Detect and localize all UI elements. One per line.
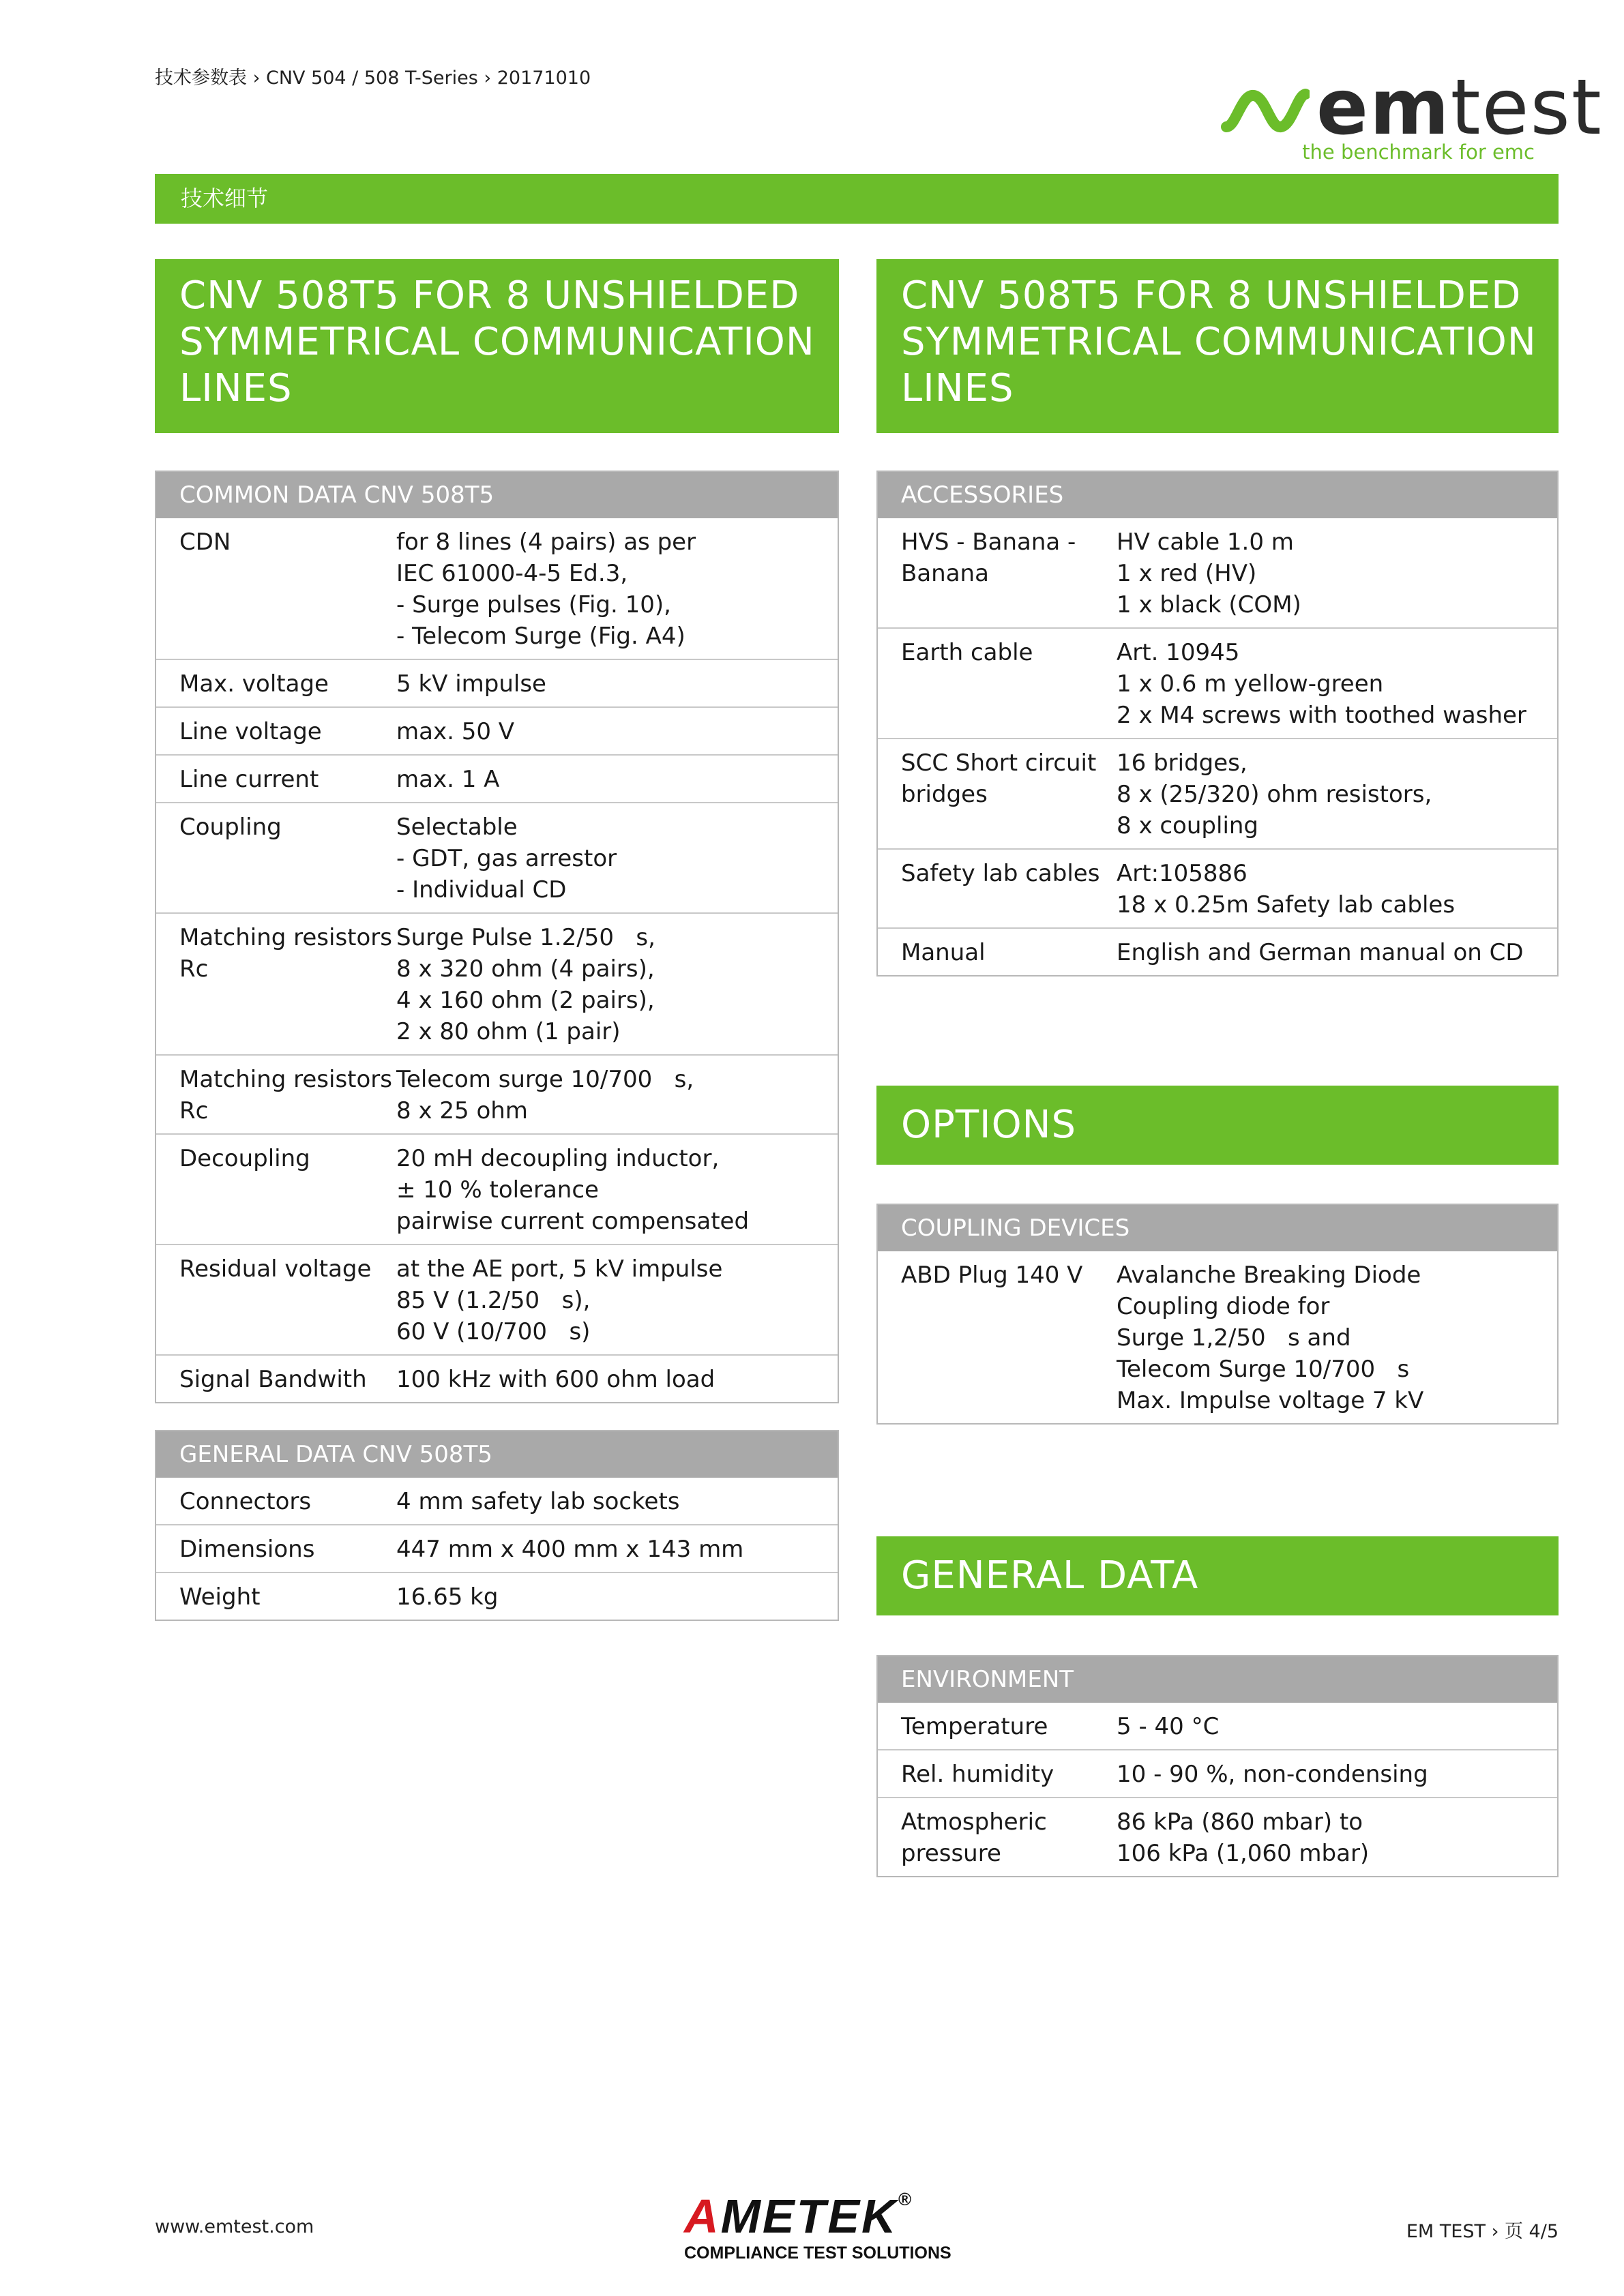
logo-wordmark bbox=[1316, 63, 1603, 152]
emtest-wave-icon bbox=[1221, 87, 1310, 135]
logo-em: em bbox=[1316, 63, 1451, 152]
row-label-line: Line voltage bbox=[179, 718, 322, 745]
row-value-line: 8 x 320 ohm (4 pairs), bbox=[396, 955, 655, 983]
ametek-rest: METEK bbox=[720, 2190, 898, 2243]
row-value bbox=[396, 1064, 694, 1127]
row-label bbox=[878, 747, 1117, 841]
accessories-table bbox=[876, 471, 1559, 976]
table-row bbox=[878, 738, 1557, 848]
environment-table bbox=[876, 1655, 1559, 1877]
row-label bbox=[156, 811, 396, 906]
row-value-line: English and German manual on CD bbox=[1117, 939, 1524, 966]
row-label-line: Rel. humidity bbox=[901, 1761, 1054, 1788]
row-value bbox=[396, 764, 499, 795]
row-label-line: Matching resistors bbox=[179, 1066, 392, 1093]
row-value-line: 8 x (25/320) ohm resistors, bbox=[1117, 781, 1432, 808]
table-row bbox=[156, 1478, 838, 1524]
table-row bbox=[878, 848, 1557, 927]
page-number: EM TEST › 页 4/5 bbox=[1406, 2221, 1559, 2242]
row-label-line: SCC Short circuit bbox=[901, 749, 1097, 777]
row-label bbox=[878, 637, 1117, 731]
row-value-line: - Surge pulses (Fig. 10), bbox=[396, 591, 671, 618]
ametek-subtitle: COMPLIANCE TEST SOLUTIONS bbox=[684, 2243, 951, 2263]
row-label bbox=[156, 1143, 396, 1237]
row-value bbox=[396, 1486, 680, 1517]
right-title bbox=[876, 259, 1559, 433]
row-value-line: max. 50 V bbox=[396, 718, 515, 745]
row-label-line: Connectors bbox=[179, 1488, 312, 1515]
row-label-line: Safety lab cables bbox=[901, 860, 1100, 887]
row-value bbox=[396, 1364, 715, 1395]
row-label-line: bridges bbox=[901, 781, 988, 808]
row-value bbox=[1117, 637, 1526, 731]
left-title-line: LINES bbox=[179, 366, 293, 411]
row-value-line: 8 x coupling bbox=[1117, 812, 1259, 839]
row-value-line: pairwise current compensated bbox=[396, 1208, 750, 1235]
row-value-line: 16 bridges, bbox=[1117, 749, 1247, 777]
row-value-line: 5 - 40 °C bbox=[1117, 1713, 1220, 1740]
breadcrumb: 技术参数表 › CNV 504 / 508 T-Series › 20171010 bbox=[155, 68, 591, 89]
row-label-line: Coupling bbox=[179, 814, 282, 841]
row-label bbox=[878, 858, 1117, 921]
table-row bbox=[156, 754, 838, 802]
row-value-line: - GDT, gas arrestor bbox=[396, 845, 617, 872]
row-value-line: - Telecom Surge (Fig. A4) bbox=[396, 623, 685, 650]
row-label bbox=[878, 937, 1117, 968]
general-data-cnv-table bbox=[155, 1430, 839, 1621]
row-value bbox=[1117, 1806, 1369, 1869]
row-value-line: 2 x M4 screws with toothed washer bbox=[1117, 702, 1526, 729]
row-value-line: 1 x black (COM) bbox=[1117, 591, 1301, 618]
row-value-line: 85 V (1.2/50 s), bbox=[396, 1287, 591, 1314]
row-label-line: Rc bbox=[179, 1097, 209, 1124]
table-header: ACCESSORIES bbox=[878, 472, 1557, 518]
row-label bbox=[156, 1364, 396, 1395]
row-value-line: 20 mH decoupling inductor, bbox=[396, 1145, 720, 1172]
left-title bbox=[155, 259, 839, 433]
row-label-line: Rc bbox=[179, 955, 209, 983]
row-value-line: Art:105886 bbox=[1117, 860, 1247, 887]
row-value-line: at the AE port, 5 kV impulse bbox=[396, 1255, 723, 1283]
row-label bbox=[156, 526, 396, 652]
common-data-table bbox=[155, 471, 839, 1403]
row-label-line: Banana bbox=[901, 560, 989, 587]
row-value-line: Selectable bbox=[396, 814, 518, 841]
row-label bbox=[156, 764, 396, 795]
row-value bbox=[396, 668, 546, 700]
row-value-line: 18 x 0.25m Safety lab cables bbox=[1117, 891, 1456, 919]
table-row bbox=[878, 518, 1557, 627]
general-data-title: GENERAL DATA bbox=[876, 1536, 1559, 1615]
table-header: COUPLING DEVICES bbox=[878, 1205, 1557, 1251]
table-header: COMMON DATA CNV 508T5 bbox=[156, 472, 838, 518]
row-value-line: Avalanche Breaking Diode bbox=[1117, 1262, 1421, 1289]
row-value-line: HV cable 1.0 m bbox=[1117, 528, 1294, 556]
table-row bbox=[878, 927, 1557, 975]
row-label bbox=[156, 1534, 396, 1565]
row-value bbox=[1117, 1759, 1428, 1790]
left-title-line: CNV 508T5 FOR 8 UNSHIELDED bbox=[179, 273, 800, 318]
row-value-line: 447 mm x 400 mm x 143 mm bbox=[396, 1536, 744, 1563]
table-row bbox=[156, 1572, 838, 1620]
row-label bbox=[878, 1759, 1117, 1790]
row-label bbox=[156, 1581, 396, 1613]
row-label bbox=[156, 1253, 396, 1347]
row-label bbox=[156, 1064, 396, 1127]
table-row bbox=[156, 1244, 838, 1354]
row-value-line: max. 1 A bbox=[396, 766, 500, 793]
row-value bbox=[396, 811, 617, 906]
row-value-line: IEC 61000-4-5 Ed.3, bbox=[396, 560, 628, 587]
row-label bbox=[156, 1486, 396, 1517]
row-value-line: 4 mm safety lab sockets bbox=[396, 1488, 680, 1515]
table-row bbox=[156, 802, 838, 912]
coupling-devices-table bbox=[876, 1204, 1559, 1425]
logo-tagline: the benchmark for emc bbox=[1302, 140, 1535, 164]
row-label bbox=[878, 1259, 1117, 1416]
row-value-line: ± 10 % tolerance bbox=[396, 1176, 599, 1204]
table-row bbox=[156, 518, 838, 659]
table-row bbox=[156, 1054, 838, 1133]
table-row bbox=[156, 1133, 838, 1244]
table-row bbox=[878, 1797, 1557, 1876]
table-row bbox=[156, 1524, 838, 1572]
ametek-wordmark bbox=[684, 2189, 913, 2243]
row-label-line: ABD Plug 140 V bbox=[901, 1262, 1083, 1289]
row-value bbox=[396, 922, 655, 1047]
options-title: OPTIONS bbox=[876, 1086, 1559, 1165]
row-value bbox=[396, 526, 696, 652]
row-value-line: Telecom Surge 10/700 s bbox=[1117, 1356, 1410, 1383]
row-value-line: Telecom surge 10/700 s, bbox=[396, 1066, 694, 1093]
row-value bbox=[1117, 937, 1524, 968]
table-row bbox=[156, 659, 838, 706]
row-value-line: 8 x 25 ohm bbox=[396, 1097, 528, 1124]
row-value bbox=[396, 1581, 498, 1613]
right-title-line: CNV 508T5 FOR 8 UNSHIELDED bbox=[901, 273, 1522, 318]
section-bar: 技术细节 bbox=[155, 174, 1559, 224]
row-label-line: Matching resistors bbox=[179, 924, 392, 951]
row-value-line: Coupling diode for bbox=[1117, 1293, 1330, 1320]
row-value bbox=[396, 1143, 749, 1237]
table-row bbox=[878, 1703, 1557, 1749]
table-header: ENVIRONMENT bbox=[878, 1656, 1557, 1703]
row-value-line: 4 x 160 ohm (2 pairs), bbox=[396, 987, 655, 1014]
row-value-line: 1 x 0.6 m yellow-green bbox=[1117, 670, 1384, 698]
row-value-line: 86 kPa (860 mbar) to bbox=[1117, 1808, 1363, 1836]
ametek-a: A bbox=[684, 2190, 721, 2243]
row-value-line: 10 - 90 %, non-condensing bbox=[1117, 1761, 1428, 1788]
row-label-line: Residual voltage bbox=[179, 1255, 372, 1283]
table-row bbox=[878, 627, 1557, 738]
row-label bbox=[878, 1711, 1117, 1742]
table-row bbox=[156, 1354, 838, 1402]
row-value bbox=[1117, 1711, 1219, 1742]
row-label-line: Max. voltage bbox=[179, 670, 329, 698]
row-value bbox=[1117, 747, 1432, 841]
row-value-line: Surge Pulse 1.2/50 s, bbox=[396, 924, 655, 951]
left-title-line: SYMMETRICAL COMMUNICATION bbox=[179, 320, 815, 364]
right-title-line: LINES bbox=[901, 366, 1014, 411]
ametek-reg: ® bbox=[898, 2189, 913, 2209]
table-row bbox=[156, 912, 838, 1054]
row-value-line: 5 kV impulse bbox=[396, 670, 546, 698]
row-value-line: for 8 lines (4 pairs) as per bbox=[396, 528, 696, 556]
row-value-line: 100 kHz with 600 ohm load bbox=[396, 1366, 715, 1393]
row-value-line: Surge 1,2/50 s and bbox=[1117, 1324, 1351, 1352]
row-label-line: Temperature bbox=[901, 1713, 1048, 1740]
row-value-line: 60 V (10/700 s) bbox=[396, 1318, 591, 1345]
row-value bbox=[1117, 858, 1455, 921]
logo-test: test bbox=[1450, 63, 1603, 152]
ametek-logo bbox=[684, 2189, 951, 2264]
table-row bbox=[878, 1251, 1557, 1423]
row-label-line: Signal Bandwith bbox=[179, 1366, 367, 1393]
row-value-line: - Individual CD bbox=[396, 876, 567, 904]
row-value-line: Art. 10945 bbox=[1117, 639, 1240, 666]
row-label bbox=[156, 922, 396, 1047]
footer-url: www.emtest.com bbox=[155, 2216, 314, 2237]
row-label bbox=[156, 668, 396, 700]
row-label-line: pressure bbox=[901, 1840, 1001, 1867]
row-label-line: HVS - Banana - bbox=[901, 528, 1076, 556]
row-value-line: 1 x red (HV) bbox=[1117, 560, 1257, 587]
table-header: GENERAL DATA CNV 508T5 bbox=[156, 1431, 838, 1478]
row-label bbox=[878, 1806, 1117, 1869]
row-label-line: Weight bbox=[179, 1583, 261, 1611]
row-label-line: Line current bbox=[179, 766, 319, 793]
row-label-line: CDN bbox=[179, 528, 231, 556]
row-value-line: Max. Impulse voltage 7 kV bbox=[1117, 1387, 1424, 1414]
row-value bbox=[396, 1253, 722, 1347]
row-label-line: Atmospheric bbox=[901, 1808, 1047, 1836]
row-label-line: Earth cable bbox=[901, 639, 1033, 666]
row-value-line: 2 x 80 ohm (1 pair) bbox=[396, 1018, 621, 1045]
row-value-line: 106 kPa (1,060 mbar) bbox=[1117, 1840, 1370, 1867]
row-label-line: Decoupling bbox=[179, 1145, 310, 1172]
row-label bbox=[156, 716, 396, 747]
row-value bbox=[1117, 526, 1301, 621]
emtest-logo bbox=[1221, 63, 1603, 169]
right-title-line: SYMMETRICAL COMMUNICATION bbox=[901, 320, 1537, 364]
row-label-line: Dimensions bbox=[179, 1536, 315, 1563]
row-value-line: 16.65 kg bbox=[396, 1583, 499, 1611]
row-value bbox=[396, 1534, 743, 1565]
row-label bbox=[878, 526, 1117, 621]
row-value bbox=[396, 716, 514, 747]
table-row bbox=[878, 1749, 1557, 1797]
table-row bbox=[156, 706, 838, 754]
row-value bbox=[1117, 1259, 1423, 1416]
row-label-line: Manual bbox=[901, 939, 986, 966]
